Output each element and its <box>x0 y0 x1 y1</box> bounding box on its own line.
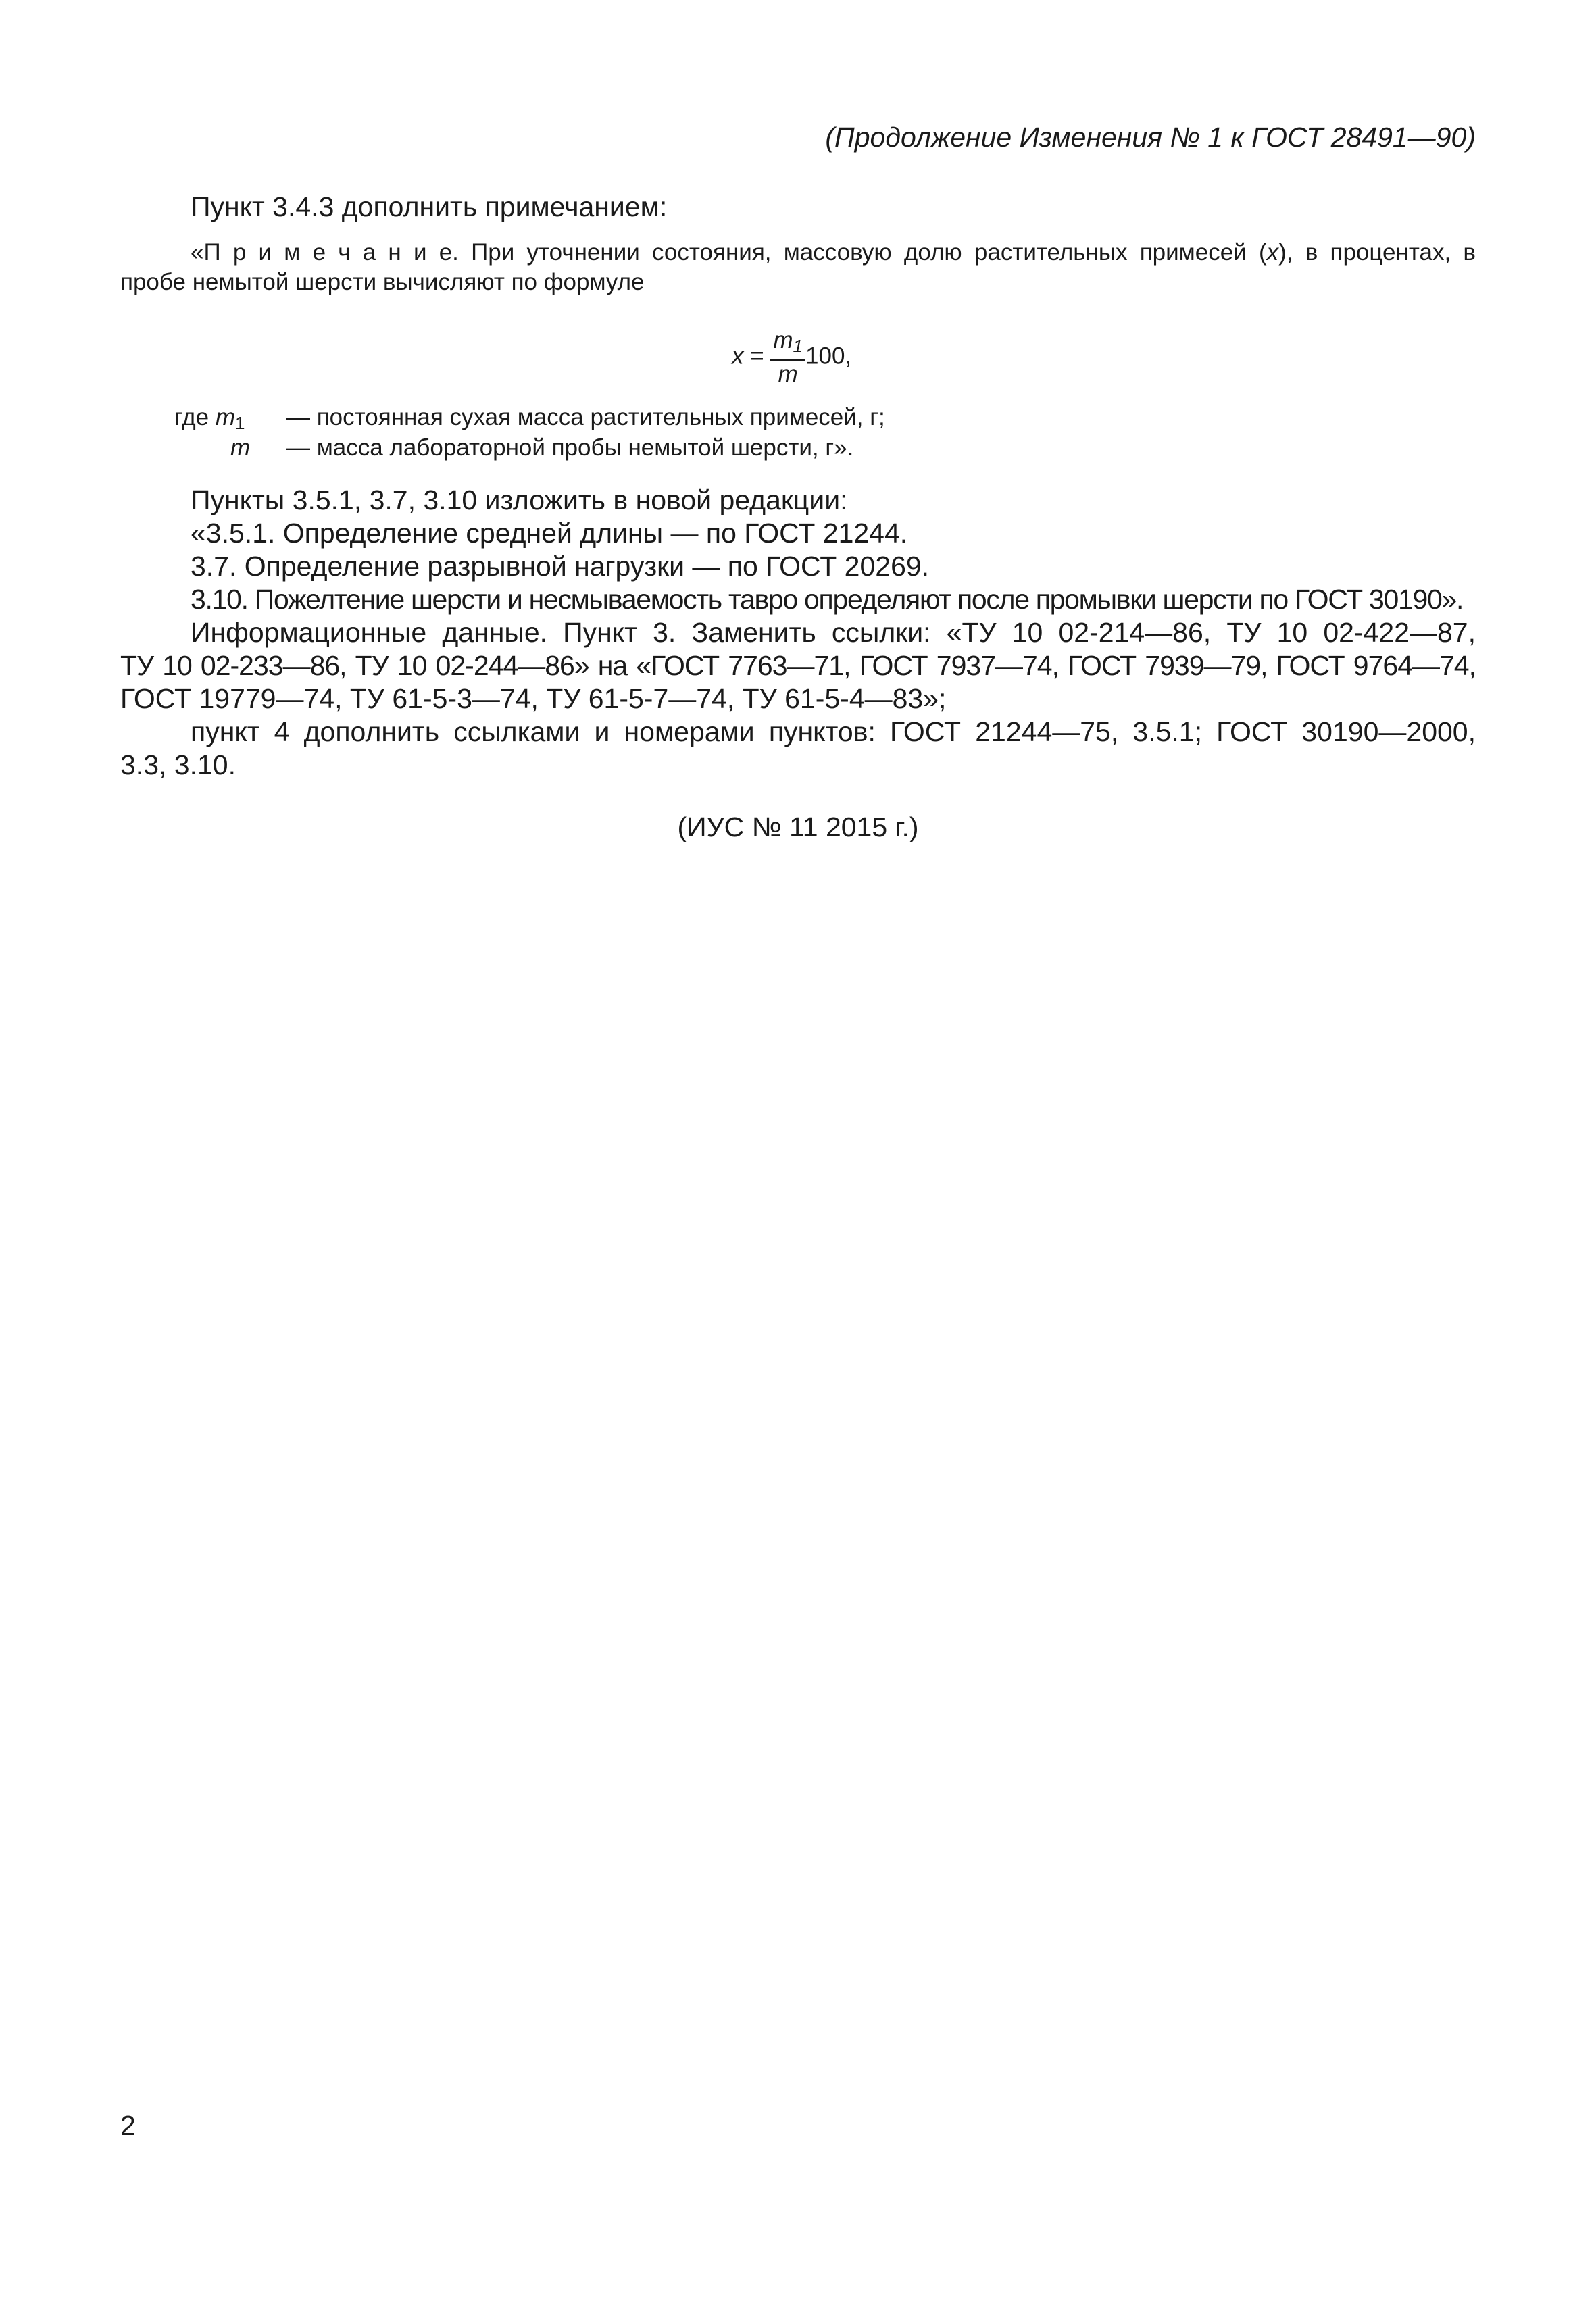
body-paragraph-5-line-2: ТУ 10 02-233—86, ТУ 10 02-244—86» на «ГОСТ 7763—71, ГОСТ 7937—74, ГОСТ 7939—79, ГОСТ 9764—74, <box>120 650 1476 681</box>
formula-denominator: m <box>778 361 798 387</box>
formula-numerator <box>770 327 805 361</box>
where-symbol-1: m <box>215 404 235 430</box>
body-paragraph-1: Пункты 3.5.1, 3.7, 3.10 изложить в новой редакции: <box>191 484 848 515</box>
body-paragraph-2: «3.5.1. Определение средней длины — по ГОСТ 21244. <box>191 518 908 549</box>
info-data-text: Информационные данные. Пункт 3. Заменить ссылки: «ТУ 10 02-214—86, ТУ 10 02-422—87, <box>191 617 1476 648</box>
note-text-end: ), в процентах, в <box>1278 239 1476 266</box>
formula-lhs: x <box>732 343 744 370</box>
note-var-x: x <box>1266 239 1279 266</box>
numerator-subscript: 1 <box>793 336 803 356</box>
where-symbol-2: m <box>230 434 251 461</box>
item-4-text: пункт 4 дополнить ссылками и номерами пунктов: ГОСТ 21244—75, 3.5.1; ГОСТ 30190—2000, <box>191 716 1476 747</box>
where-symbol-1-sub: 1 <box>234 413 245 433</box>
where-definition-2: — масса лабораторной пробы немытой шерсти, г». <box>286 434 854 461</box>
source-reference: (ИУС № 11 2015 г.) <box>677 811 919 842</box>
note-open-quote: « <box>191 239 204 266</box>
note-line-1 <box>120 238 1476 267</box>
body-paragraph-3: 3.7. Определение разрывной нагрузки — по ГОСТ 20269. <box>191 551 930 582</box>
note-line-2: пробе немытой шерсти вычисляют по формуле <box>120 269 645 295</box>
note-text: При уточнении состояния, массовую долю растительных примесей ( <box>458 239 1267 266</box>
where-definition-1: — постоянная сухая масса растительных примесей, г; <box>286 404 885 430</box>
body-paragraph-5-line-3: ГОСТ 19779—74, ТУ 61-5-3—74, ТУ 61-5-7—74, ТУ 61-5-4—83»; <box>120 683 947 714</box>
body-paragraph-6-line-1 <box>120 715 1476 748</box>
body-paragraph-5-line-1 <box>120 616 1476 649</box>
note-label: П р и м е ч а н и е. <box>203 239 459 266</box>
numerator-symbol: m <box>773 327 793 353</box>
formula-fraction <box>770 327 805 388</box>
paragraph-3-4-3: Пункт 3.4.3 дополнить примечанием: <box>191 191 668 222</box>
continuation-header: (Продолжение Изменения № 1 к ГОСТ 28491—90) <box>825 122 1476 153</box>
page-number: 2 <box>120 2110 136 2141</box>
formula <box>732 327 851 388</box>
where-word: где <box>174 404 216 430</box>
body-paragraph-4: 3.10. Пожелтение шерсти и несмываемость тавро определяют после промывки шерсти по ГОСТ 30190». <box>191 584 1464 615</box>
formula-tail: 100, <box>805 343 852 370</box>
body-paragraph-6-line-2: 3.3, 3.10. <box>120 749 236 780</box>
formula-equals: = <box>743 343 771 370</box>
